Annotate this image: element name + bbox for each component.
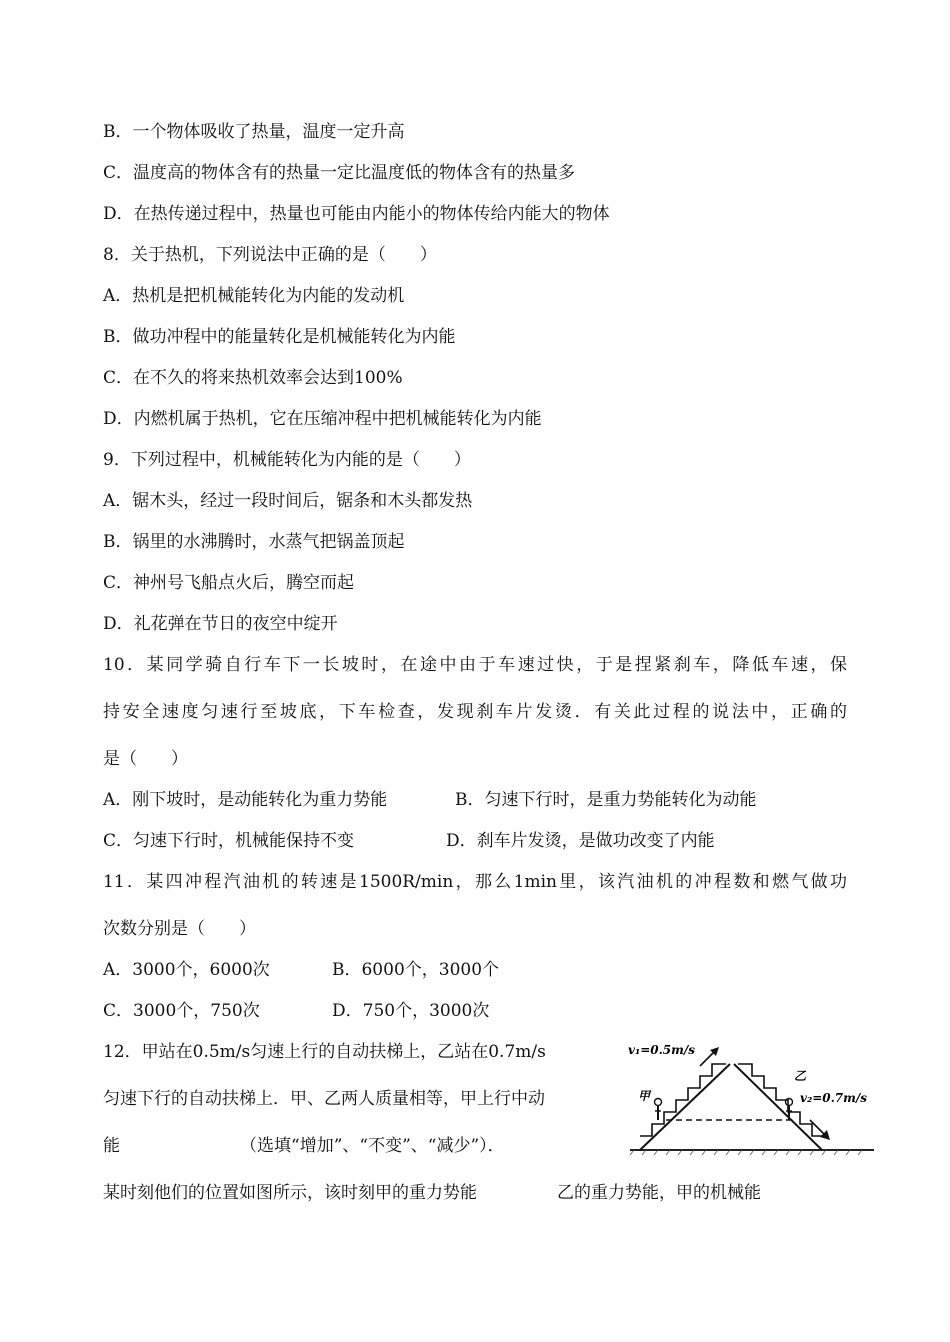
q12-stem-line4 xyxy=(103,1182,761,1204)
q11-stem-line1: 11．某四冲程汽油机的转速是1500R/min，那么1min里，该汽油机的冲程数和燃气做功 xyxy=(103,872,847,892)
v1-label: v₁=0.5m/s xyxy=(628,1043,695,1057)
q11-option-a: A．3000个，6000次 xyxy=(103,960,270,980)
v2-arrow-icon xyxy=(810,1120,830,1140)
q10-option-b: B．匀速下行时，是重力势能转化为动能 xyxy=(455,790,757,810)
q7-option-d: D．在热传递过程中，热量也可能由内能小的物体传给内能大的物体 xyxy=(103,204,610,224)
down-escalator-rail xyxy=(734,1064,822,1150)
q9-stem: 9．下列过程中，机械能转化为内能的是（ ） xyxy=(103,450,471,470)
q8-option-b: B．做功冲程中的能量转化是机械能转化为内能 xyxy=(103,327,456,347)
q7-option-c: C．温度高的物体含有的热量一定比温度低的物体含有的热量多 xyxy=(103,163,576,183)
q12-stem-line2: 匀速下行的自动扶梯上．甲、乙两人质量相等，甲上行中动 xyxy=(103,1089,545,1109)
q12-line4-end: 乙的重力势能，甲的机械能 xyxy=(557,1183,761,1203)
person-b-label: 乙 xyxy=(794,1069,807,1083)
q10-option-a: A．刚下坡时，是动能转化为重力势能 xyxy=(103,790,388,810)
up-escalator-rail xyxy=(640,1064,730,1150)
person-b-figure xyxy=(786,1099,793,1121)
q12-line3-end: （选填“增加”、“不变”、“减少”）． xyxy=(240,1136,505,1156)
q8-option-d: D．内燃机属于热机，它在压缩冲程中把机械能转化为内能 xyxy=(103,409,542,429)
person-a-label: 甲 xyxy=(638,1089,651,1103)
v2-label: v₂=0.7m/s xyxy=(800,1091,867,1105)
v1-arrow-icon xyxy=(700,1047,719,1066)
up-escalator-steps xyxy=(640,1064,726,1136)
q11-stem-line2: 次数分别是（ ） xyxy=(103,919,256,939)
q8-option-c: C．在不久的将来热机效率会达到100% xyxy=(103,368,403,388)
q10-option-d: D．刹车片发烫，是做功改变了内能 xyxy=(446,831,715,851)
q8-option-a: A．热机是把机械能转化为内能的发动机 xyxy=(103,286,405,306)
q9-option-b: B．锅里的水沸腾时，水蒸气把锅盖顶起 xyxy=(103,532,405,552)
q11-option-b: B．6000个，3000个 xyxy=(332,960,500,980)
q10-stem-line3: 是（ ） xyxy=(103,749,188,769)
q12-stem-line3 xyxy=(103,1135,505,1157)
q9-option-a: A．锯木头，经过一段时间后，锯条和木头都发热 xyxy=(103,491,473,511)
q12-line3-start: 能 xyxy=(103,1136,120,1156)
q10-option-c: C．匀速下行时，机械能保持不变 xyxy=(103,831,355,851)
q9-option-c: C．神州号飞船点火后，腾空而起 xyxy=(103,573,355,593)
q10-stem-line1: 10．某同学骑自行车下一长坡时，在途中由于车速过快，于是捏紧刹车，降低车速，保 xyxy=(103,655,847,675)
q12-line4-start: 某时刻他们的位置如图所示，该时刻甲的重力势能 xyxy=(103,1183,477,1203)
q11-option-c: C．3000个，750次 xyxy=(103,1001,260,1021)
q7-option-b: B．一个物体吸收了热量，温度一定升高 xyxy=(103,122,405,142)
q8-stem: 8．关于热机，下列说法中正确的是（ ） xyxy=(103,245,437,265)
q12-stem-line1: 12．甲站在0.5m/s匀速上行的自动扶梯上，乙站在0.7m/s xyxy=(103,1042,546,1062)
q10-stem-line2: 持安全速度匀速行至坡底，下车检查，发现刹车片发烫．有关此过程的说法中，正确的 xyxy=(103,702,847,722)
escalator-figure xyxy=(626,1040,878,1158)
person-a-figure xyxy=(655,1099,662,1121)
q11-option-d: D．750个，3000次 xyxy=(332,1001,490,1021)
q9-option-d: D．礼花弹在节日的夜空中绽开 xyxy=(103,614,338,634)
